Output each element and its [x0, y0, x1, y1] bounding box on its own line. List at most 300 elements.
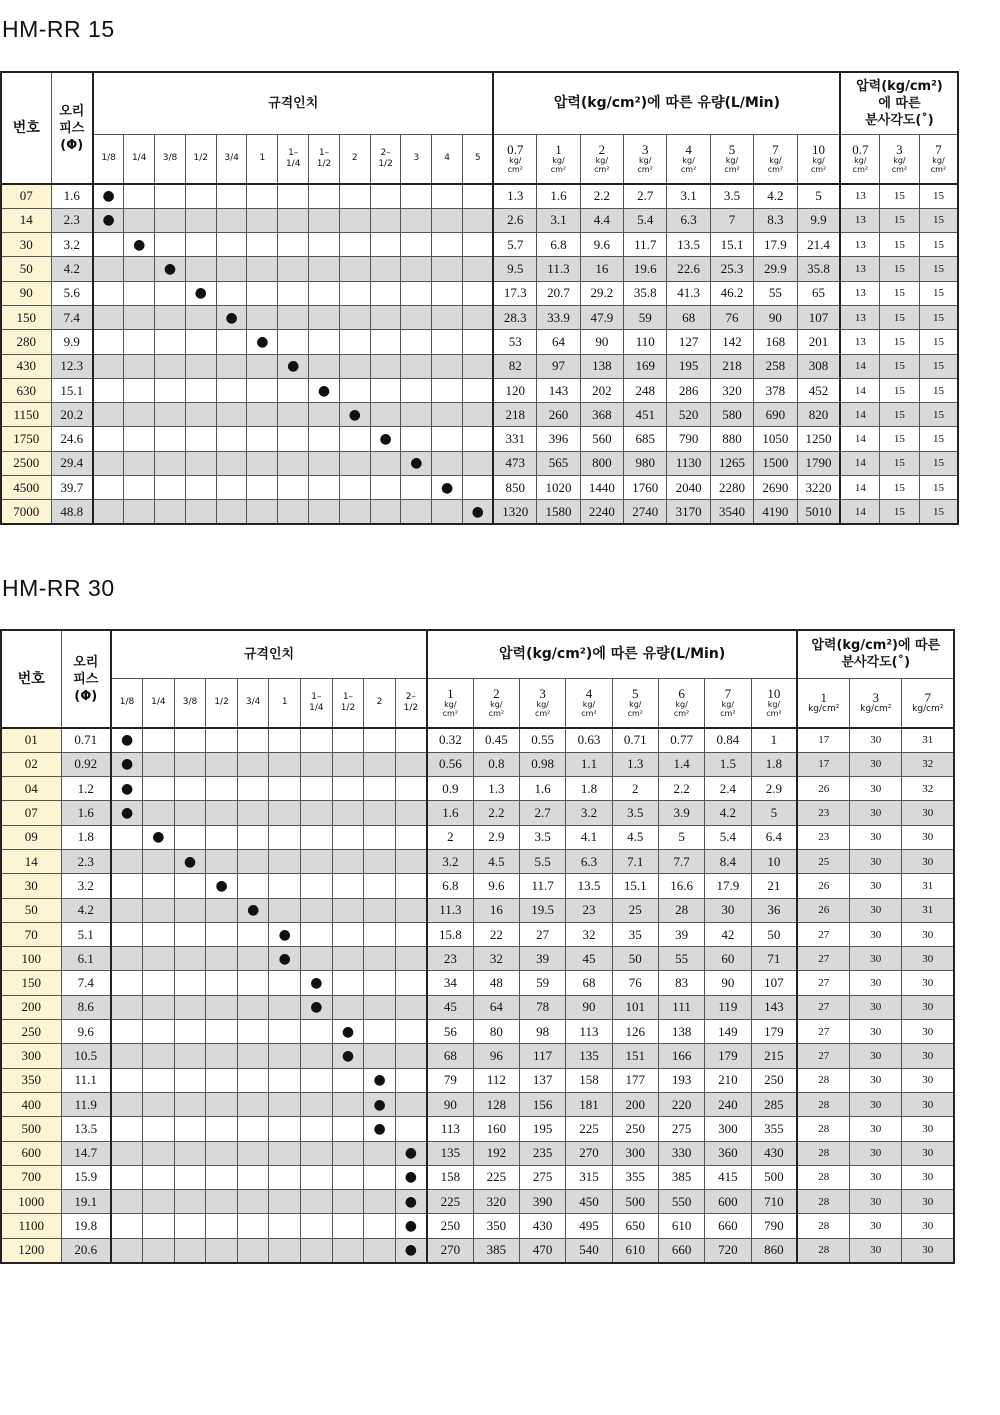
size-cell — [247, 281, 278, 305]
row-number: 1000 — [1, 1190, 61, 1214]
header-size: 규격인치 — [111, 630, 427, 678]
size-cell — [143, 728, 175, 752]
flow-cell: 560 — [580, 427, 623, 451]
row-number: 430 — [1, 354, 51, 378]
size-cell — [301, 752, 333, 776]
flow-cell: 7 — [710, 208, 753, 232]
angle-cell: 13 — [840, 330, 879, 354]
size-cell — [278, 476, 309, 500]
angle-cell: 13 — [840, 233, 879, 257]
size-cell — [93, 184, 124, 208]
flow-cell: 5.7 — [493, 233, 536, 257]
flow-cell: 151 — [612, 1044, 658, 1068]
flow-cell: 3.2 — [566, 801, 612, 825]
size-cell — [247, 208, 278, 232]
angle-cell: 13 — [840, 208, 879, 232]
flow-cell: 169 — [624, 354, 667, 378]
size-cell — [155, 184, 186, 208]
size-cell — [401, 281, 432, 305]
size-cell — [174, 1190, 206, 1214]
flow-cell: 137 — [520, 1068, 566, 1092]
size-cell — [111, 1020, 143, 1044]
size-cell — [269, 777, 301, 801]
pressure-value: 4 — [585, 686, 593, 702]
flow-cell: 64 — [537, 330, 580, 354]
flow-cell: 34 — [427, 971, 473, 995]
flow-cell: 2.9 — [473, 825, 519, 849]
size-cell — [432, 451, 463, 475]
flow-cell: 355 — [612, 1165, 658, 1189]
angle-cell: 15 — [880, 378, 919, 402]
size-cell — [174, 1238, 206, 1262]
size-cell — [395, 1092, 427, 1116]
size-cell — [463, 257, 494, 281]
header-orifice-line: (Φ) — [74, 688, 98, 704]
angle-cell: 31 — [902, 874, 954, 898]
flow-cell: 181 — [566, 1092, 612, 1116]
size-cell — [401, 451, 432, 475]
size-cell — [237, 849, 269, 873]
flow-cell: 11.7 — [624, 233, 667, 257]
size-cell — [111, 777, 143, 801]
flow-cell: 2.2 — [473, 801, 519, 825]
flow-cell: 128 — [473, 1092, 519, 1116]
size-cell — [309, 233, 340, 257]
flow-cell: 3.1 — [537, 208, 580, 232]
table-row — [1, 1214, 954, 1238]
flow-cell: 143 — [751, 995, 797, 1019]
pressure-value: 4 — [685, 142, 692, 158]
flow-cell: 9.5 — [493, 257, 536, 281]
size-cell — [269, 971, 301, 995]
size-cell — [216, 330, 247, 354]
row-orifice: 11.1 — [61, 1068, 111, 1092]
flow-cell: 690 — [754, 403, 797, 427]
size-cell — [301, 1238, 333, 1262]
size-cell — [463, 305, 494, 329]
size-cell — [364, 1238, 396, 1262]
flow-cell: 1760 — [624, 476, 667, 500]
pressure-unit: cm² — [594, 165, 610, 175]
size-header: 1/2 — [206, 678, 238, 728]
size-cell — [395, 752, 427, 776]
size-cell — [278, 500, 309, 524]
flow-cell: 68 — [427, 1044, 473, 1068]
table-row — [1, 257, 958, 281]
size-cell — [206, 1141, 238, 1165]
size-cell — [206, 1092, 238, 1116]
flow-cell: 7.7 — [658, 849, 704, 873]
row-orifice: 5.1 — [61, 922, 111, 946]
size-cell — [174, 777, 206, 801]
flow-cell: 1.5 — [705, 752, 751, 776]
flow-cell: 6.8 — [537, 233, 580, 257]
size-cell — [237, 1092, 269, 1116]
angle-pressure-header — [902, 678, 954, 728]
flow-cell: 218 — [710, 354, 753, 378]
size-cell — [206, 1190, 238, 1214]
flow-cell: 790 — [667, 427, 710, 451]
angle-cell: 28 — [797, 1190, 849, 1214]
flow-cell: 218 — [493, 403, 536, 427]
size-cell — [463, 233, 494, 257]
flow-cell: 650 — [612, 1214, 658, 1238]
size-marker-dot: ● — [310, 975, 323, 992]
size-header: 1/4 — [124, 134, 155, 184]
table-row — [1, 995, 954, 1019]
size-cell — [216, 233, 247, 257]
angle-pressure-header — [850, 678, 902, 728]
size-cell — [206, 777, 238, 801]
angle-cell: 28 — [797, 1238, 849, 1262]
flow-cell: 90 — [566, 995, 612, 1019]
row-orifice: 48.8 — [51, 500, 93, 524]
angle-cell: 15 — [880, 354, 919, 378]
flow-cell: 250 — [612, 1117, 658, 1141]
angle-cell: 23 — [797, 801, 849, 825]
row-orifice: 11.9 — [61, 1092, 111, 1116]
size-cell — [332, 1141, 364, 1165]
flow-cell: 1.3 — [473, 777, 519, 801]
pressure-unit: kg/ — [582, 700, 596, 710]
flow-cell: 1790 — [797, 451, 840, 475]
angle-cell: 15 — [919, 354, 958, 378]
flow-cell: 368 — [580, 403, 623, 427]
size-cell — [370, 476, 401, 500]
size-cell — [237, 777, 269, 801]
size-cell — [111, 1238, 143, 1262]
size-cell — [155, 500, 186, 524]
row-number: 30 — [1, 233, 51, 257]
angle-cell: 32 — [902, 777, 954, 801]
size-cell — [370, 451, 401, 475]
size-cell — [432, 233, 463, 257]
size-cell — [339, 233, 370, 257]
flow-cell: 193 — [658, 1068, 704, 1092]
size-marker-dot: ● — [102, 188, 115, 205]
size-cell — [463, 403, 494, 427]
size-cell — [111, 995, 143, 1019]
flow-cell: 158 — [427, 1165, 473, 1189]
size-cell — [309, 305, 340, 329]
row-orifice: 39.7 — [51, 476, 93, 500]
size-cell — [269, 825, 301, 849]
pressure-header — [493, 134, 536, 184]
row-orifice: 9.9 — [51, 330, 93, 354]
flow-cell: 500 — [612, 1190, 658, 1214]
angle-cell: 30 — [850, 971, 902, 995]
size-cell — [269, 1141, 301, 1165]
angle-cell: 15 — [919, 476, 958, 500]
flow-cell: 1.6 — [427, 801, 473, 825]
flow-cell: 2240 — [580, 500, 623, 524]
size-marker-dot: ● — [102, 212, 115, 229]
flow-cell: 11.7 — [520, 874, 566, 898]
flow-cell: 320 — [710, 378, 753, 402]
flow-cell: 29.9 — [754, 257, 797, 281]
flow-cell: 27 — [520, 922, 566, 946]
angle-pressure-value: 0.7 — [852, 142, 869, 158]
angle-cell: 15 — [880, 500, 919, 524]
angle-cell: 28 — [797, 1092, 849, 1116]
size-cell — [93, 451, 124, 475]
size-cell — [216, 354, 247, 378]
size-cell — [332, 874, 364, 898]
flow-cell: 225 — [473, 1165, 519, 1189]
size-cell — [247, 451, 278, 475]
size-cell — [309, 281, 340, 305]
size-cell — [124, 233, 155, 257]
row-number: 300 — [1, 1044, 61, 1068]
pressure-unit: cm² — [442, 709, 459, 719]
size-cell — [309, 378, 340, 402]
size-header-whole: 1– — [342, 691, 354, 702]
size-cell — [278, 403, 309, 427]
flow-cell: 35 — [612, 922, 658, 946]
size-cell — [111, 801, 143, 825]
size-marker-dot: ● — [373, 1072, 386, 1089]
flow-cell: 200 — [612, 1092, 658, 1116]
size-cell — [247, 330, 278, 354]
size-header-whole: 1– — [288, 147, 299, 158]
flow-cell: 820 — [797, 403, 840, 427]
size-cell — [364, 1068, 396, 1092]
size-cell — [185, 354, 216, 378]
size-cell — [216, 378, 247, 402]
size-cell — [364, 898, 396, 922]
size-cell — [143, 849, 175, 873]
size-cell — [364, 1190, 396, 1214]
size-cell — [269, 947, 301, 971]
row-number: 1100 — [1, 1214, 61, 1238]
size-cell — [155, 378, 186, 402]
flow-cell: 9.6 — [473, 874, 519, 898]
angle-cell: 30 — [850, 1117, 902, 1141]
pressure-unit: cm² — [534, 709, 551, 719]
size-cell — [185, 330, 216, 354]
table-row — [1, 1020, 954, 1044]
size-cell — [174, 728, 206, 752]
flow-cell: 385 — [473, 1238, 519, 1262]
size-marker-dot: ● — [348, 406, 361, 423]
size-cell — [174, 971, 206, 995]
size-cell — [174, 1214, 206, 1238]
header-angle — [840, 72, 958, 134]
flow-cell: 9.9 — [797, 208, 840, 232]
angle-cell: 30 — [902, 1020, 954, 1044]
angle-cell: 30 — [850, 995, 902, 1019]
angle-cell: 30 — [902, 971, 954, 995]
size-cell — [309, 476, 340, 500]
header-orifice-line: 오리 — [73, 654, 99, 670]
size-cell — [463, 330, 494, 354]
size-cell — [463, 378, 494, 402]
row-orifice: 24.6 — [51, 427, 93, 451]
size-cell — [269, 1044, 301, 1068]
flow-cell: 1 — [751, 728, 797, 752]
flow-cell: 5.5 — [520, 849, 566, 873]
size-cell — [93, 305, 124, 329]
size-cell — [269, 752, 301, 776]
row-orifice: 15.1 — [51, 378, 93, 402]
pressure-unit: cm² — [680, 165, 697, 175]
size-cell — [339, 476, 370, 500]
spec-table — [0, 71, 959, 525]
size-cell — [364, 728, 396, 752]
angle-cell: 31 — [902, 728, 954, 752]
size-cell — [124, 257, 155, 281]
pressure-unit: kg/ — [509, 156, 522, 166]
pressure-header — [705, 678, 751, 728]
flow-cell: 2.7 — [520, 801, 566, 825]
size-cell — [401, 305, 432, 329]
flow-cell: 2.2 — [658, 777, 704, 801]
size-marker-dot: ● — [120, 756, 134, 773]
row-orifice: 2.3 — [61, 849, 111, 873]
flow-cell: 10 — [751, 849, 797, 873]
angle-cell: 26 — [797, 898, 849, 922]
pressure-unit: cm² — [637, 165, 653, 175]
flow-cell: 160 — [473, 1117, 519, 1141]
size-cell — [143, 1141, 175, 1165]
flow-cell: 113 — [566, 1020, 612, 1044]
flow-cell: 1.6 — [520, 777, 566, 801]
pressure-unit: kg/ — [812, 156, 825, 166]
size-cell — [185, 378, 216, 402]
angle-cell: 30 — [850, 1214, 902, 1238]
flow-cell: 5 — [797, 184, 840, 208]
size-cell — [463, 476, 494, 500]
size-cell — [216, 257, 247, 281]
size-cell — [463, 451, 494, 475]
flow-cell: 430 — [520, 1214, 566, 1238]
flow-cell: 5010 — [797, 500, 840, 524]
size-cell — [278, 208, 309, 232]
pressure-value: 10 — [767, 686, 781, 702]
size-cell — [432, 305, 463, 329]
row-number: 04 — [1, 777, 61, 801]
flow-cell: 47.9 — [580, 305, 623, 329]
size-cell — [206, 849, 238, 873]
size-cell — [432, 330, 463, 354]
pressure-value: 0.7 — [507, 142, 524, 158]
flow-cell: 107 — [751, 971, 797, 995]
size-header: 1/8 — [111, 678, 143, 728]
size-header: 2 — [364, 678, 396, 728]
row-orifice: 4.2 — [51, 257, 93, 281]
size-cell — [301, 1092, 333, 1116]
angle-cell: 30 — [902, 1238, 954, 1262]
size-marker-dot: ● — [404, 1193, 417, 1210]
flow-cell: 179 — [705, 1044, 751, 1068]
angle-cell: 30 — [902, 947, 954, 971]
size-cell — [301, 801, 333, 825]
row-number: 50 — [1, 898, 61, 922]
angle-cell: 28 — [797, 1165, 849, 1189]
angle-cell: 31 — [902, 898, 954, 922]
flow-cell: 6.8 — [427, 874, 473, 898]
size-cell — [301, 1141, 333, 1165]
size-marker-dot: ● — [471, 503, 484, 520]
angle-cell: 15 — [919, 451, 958, 475]
flow-cell: 1250 — [797, 427, 840, 451]
size-cell — [301, 1165, 333, 1189]
size-marker-dot: ● — [373, 1120, 386, 1137]
size-cell — [370, 427, 401, 451]
size-cell — [269, 1068, 301, 1092]
size-cell — [395, 825, 427, 849]
size-cell — [332, 752, 364, 776]
flow-cell: 15.1 — [612, 874, 658, 898]
angle-pressure-value: 7 — [924, 689, 932, 705]
size-cell — [237, 1141, 269, 1165]
row-number: 150 — [1, 971, 61, 995]
angle-cell: 15 — [880, 305, 919, 329]
size-marker-dot: ● — [410, 455, 423, 472]
size-header: 1 — [247, 134, 278, 184]
size-cell — [143, 801, 175, 825]
size-cell — [395, 1190, 427, 1214]
header-angle-line: 분사각도(˚) — [865, 112, 934, 128]
row-orifice: 15.9 — [61, 1165, 111, 1189]
flow-cell: 138 — [580, 354, 623, 378]
size-marker-dot: ● — [215, 877, 228, 894]
size-cell — [301, 922, 333, 946]
flow-cell: 1.4 — [658, 752, 704, 776]
angle-cell: 30 — [902, 1214, 954, 1238]
flow-cell: 980 — [624, 451, 667, 475]
flow-cell: 16.6 — [658, 874, 704, 898]
angle-cell: 30 — [850, 801, 902, 825]
size-marker-dot: ● — [287, 358, 300, 375]
pressure-unit: kg/ — [490, 700, 503, 710]
size-cell — [401, 330, 432, 354]
size-cell — [269, 922, 301, 946]
flow-cell: 452 — [797, 378, 840, 402]
angle-pressure-header — [880, 134, 919, 184]
size-cell — [364, 849, 396, 873]
pressure-unit: cm² — [507, 165, 523, 175]
table-row — [1, 427, 958, 451]
pressure-unit: kg/ — [595, 156, 609, 166]
size-cell — [463, 354, 494, 378]
row-number: 400 — [1, 1092, 61, 1116]
size-cell — [332, 947, 364, 971]
size-cell — [216, 427, 247, 451]
flow-cell: 240 — [705, 1092, 751, 1116]
size-header — [395, 678, 427, 728]
row-orifice: 5.6 — [51, 281, 93, 305]
subheader-row — [1, 678, 954, 728]
pressure-header — [754, 134, 797, 184]
flow-cell: 19.6 — [624, 257, 667, 281]
flow-cell: 119 — [705, 995, 751, 1019]
flow-cell: 11.3 — [537, 257, 580, 281]
pressure-header — [751, 678, 797, 728]
size-cell — [174, 1117, 206, 1141]
size-cell — [401, 233, 432, 257]
size-cell — [301, 1214, 333, 1238]
table-row — [1, 1044, 954, 1068]
size-cell — [111, 1092, 143, 1116]
size-cell — [364, 971, 396, 995]
size-cell — [247, 427, 278, 451]
angle-cell: 30 — [902, 1190, 954, 1214]
size-cell — [237, 1238, 269, 1262]
flow-cell: 331 — [493, 427, 536, 451]
size-cell — [155, 476, 186, 500]
size-cell — [332, 1044, 364, 1068]
